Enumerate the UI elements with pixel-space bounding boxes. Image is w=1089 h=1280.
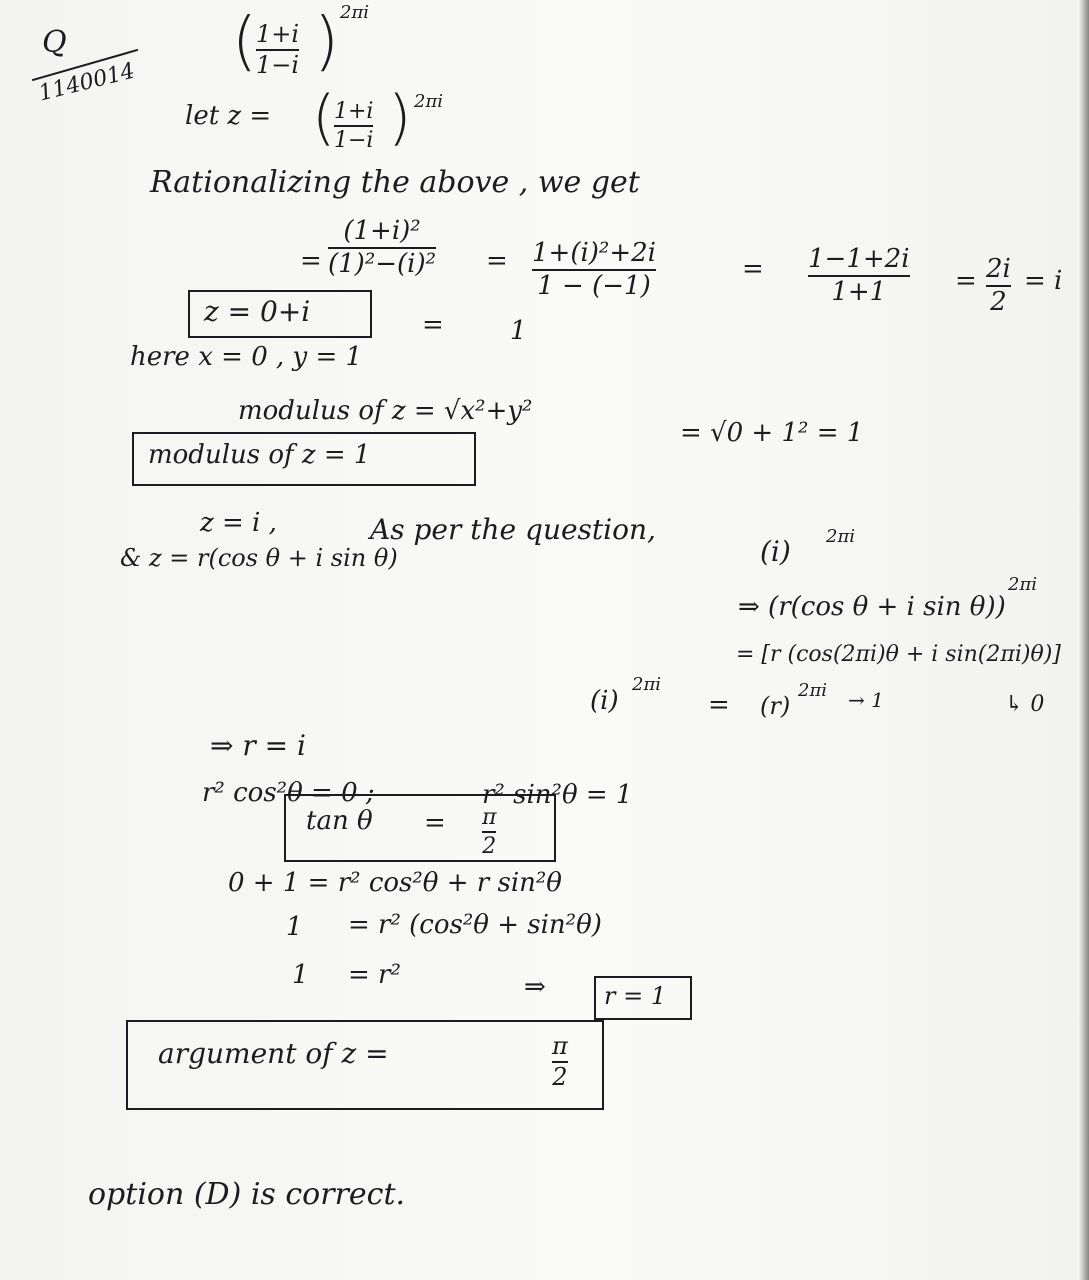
modulus-result: = √0 + 1² = 1 bbox=[680, 418, 864, 448]
step1-denominator: (1)²−(i)² bbox=[328, 249, 437, 280]
tan-fraction bbox=[482, 806, 496, 858]
implies-polar-power: ⇒ (r(cos θ + i sin θ)) bbox=[738, 592, 1006, 622]
tan-denominator: 2 bbox=[482, 834, 497, 860]
sum-line-3: = r² bbox=[348, 960, 401, 990]
step3-denominator: 1+1 bbox=[831, 277, 887, 308]
step4-tail: = i bbox=[1024, 266, 1063, 296]
step2-numerator: 1+(i)²+2i bbox=[532, 238, 656, 268]
i-2pi-left-exponent: 2πi bbox=[632, 674, 662, 695]
equals-sign: = bbox=[422, 310, 444, 340]
step1-fraction bbox=[328, 218, 436, 279]
step4-fraction bbox=[986, 256, 1011, 317]
fraction-bar bbox=[334, 125, 373, 127]
argument-numerator: π bbox=[552, 1032, 568, 1060]
paren-left: ( bbox=[232, 5, 257, 79]
step2-fraction bbox=[532, 240, 656, 301]
modulus-line: modulus of z = √x²+y² bbox=[238, 396, 533, 426]
boxed-r-text: r = 1 bbox=[604, 982, 667, 1010]
equals-sign: = bbox=[955, 266, 977, 296]
r-cos-equation: r² cos²θ = 0 ; bbox=[202, 778, 375, 808]
top-fraction bbox=[256, 22, 299, 78]
equals-sign: = bbox=[742, 254, 764, 284]
rationalizing-text: Rationalizing the above , we get bbox=[150, 165, 640, 200]
step4-numerator: 2i bbox=[986, 254, 1011, 284]
implies-arrow: ⇒ bbox=[524, 972, 546, 1002]
let-fraction-numerator: 1+i bbox=[334, 99, 374, 124]
equals-sign: = bbox=[486, 246, 508, 276]
sum-line-2: = r² (cos²θ + sin²θ) bbox=[348, 910, 602, 940]
equals-sign: = bbox=[424, 808, 446, 838]
bracket-expansion: = [r (cos(2πi)θ + i sin(2πi)θ)] bbox=[736, 642, 1061, 667]
paper-edge-shadow bbox=[1079, 0, 1089, 1280]
equals-sign: = bbox=[708, 690, 730, 720]
theta-arrow-zero: ↳ 0 bbox=[1005, 692, 1045, 717]
argument-fraction bbox=[552, 1034, 568, 1090]
r-equals-i: ⇒ r = i bbox=[210, 729, 306, 762]
polar-power-exponent: 2πi bbox=[1008, 574, 1038, 595]
let-fraction-denominator: 1−i bbox=[334, 128, 374, 154]
paren-left: ( bbox=[312, 83, 336, 153]
sum-line-3-left: 1 bbox=[292, 960, 309, 990]
step1-numerator: (1+i)² bbox=[343, 216, 421, 246]
boxed-modulus-text: modulus of z = 1 bbox=[148, 440, 371, 470]
tan-label: tan θ bbox=[306, 806, 373, 836]
question-number: 1140014 bbox=[36, 58, 138, 107]
stray-mark: 1 bbox=[510, 316, 527, 346]
paren-right: ) bbox=[388, 83, 412, 153]
r-power-arrow: → 1 bbox=[848, 688, 884, 712]
let-label: let z = bbox=[185, 101, 272, 131]
r-sin-equation: r² sin²θ = 1 bbox=[482, 780, 633, 810]
i-power-base: (i) bbox=[760, 535, 791, 568]
equals-sign: = bbox=[300, 246, 322, 276]
top-fraction-numerator: 1+i bbox=[256, 20, 300, 48]
question-mark: Q bbox=[42, 25, 67, 60]
fraction-bar bbox=[482, 831, 496, 833]
top-power: 2πi bbox=[340, 2, 370, 23]
z-polar-form: & z = r(cos θ + i sin θ) bbox=[120, 544, 398, 572]
let-fraction bbox=[334, 100, 373, 152]
r-power-base: (r) bbox=[760, 692, 791, 720]
step3-numerator: 1−1+2i bbox=[808, 244, 910, 274]
step3-fraction bbox=[808, 246, 910, 307]
step4-denominator: 2 bbox=[990, 287, 1007, 318]
paren-right: ) bbox=[314, 5, 339, 79]
r-power-exponent: 2πi bbox=[798, 680, 828, 701]
argument-label: argument of z = bbox=[158, 1037, 389, 1070]
i-2pi-left: (i) bbox=[590, 686, 619, 716]
argument-denominator: 2 bbox=[552, 1063, 568, 1092]
conclusion-text: option (D) is correct. bbox=[88, 1177, 406, 1212]
top-fraction-denominator: 1−i bbox=[256, 51, 300, 80]
as-per-question: As per the question, bbox=[370, 513, 656, 546]
step2-denominator: 1 − (−1) bbox=[537, 271, 651, 302]
i-power-exponent: 2πi bbox=[826, 526, 856, 547]
tan-numerator: π bbox=[482, 805, 497, 830]
let-power: 2πi bbox=[414, 91, 444, 112]
sum-line-1: 0 + 1 = r² cos²θ + r sin²θ bbox=[228, 868, 562, 898]
here-xy: here x = 0 , y = 1 bbox=[130, 342, 363, 372]
z-equals-i: z = i , bbox=[200, 508, 277, 538]
boxed-z-text: z = 0+i bbox=[204, 295, 311, 328]
sum-line-2-left: 1 bbox=[286, 912, 303, 942]
